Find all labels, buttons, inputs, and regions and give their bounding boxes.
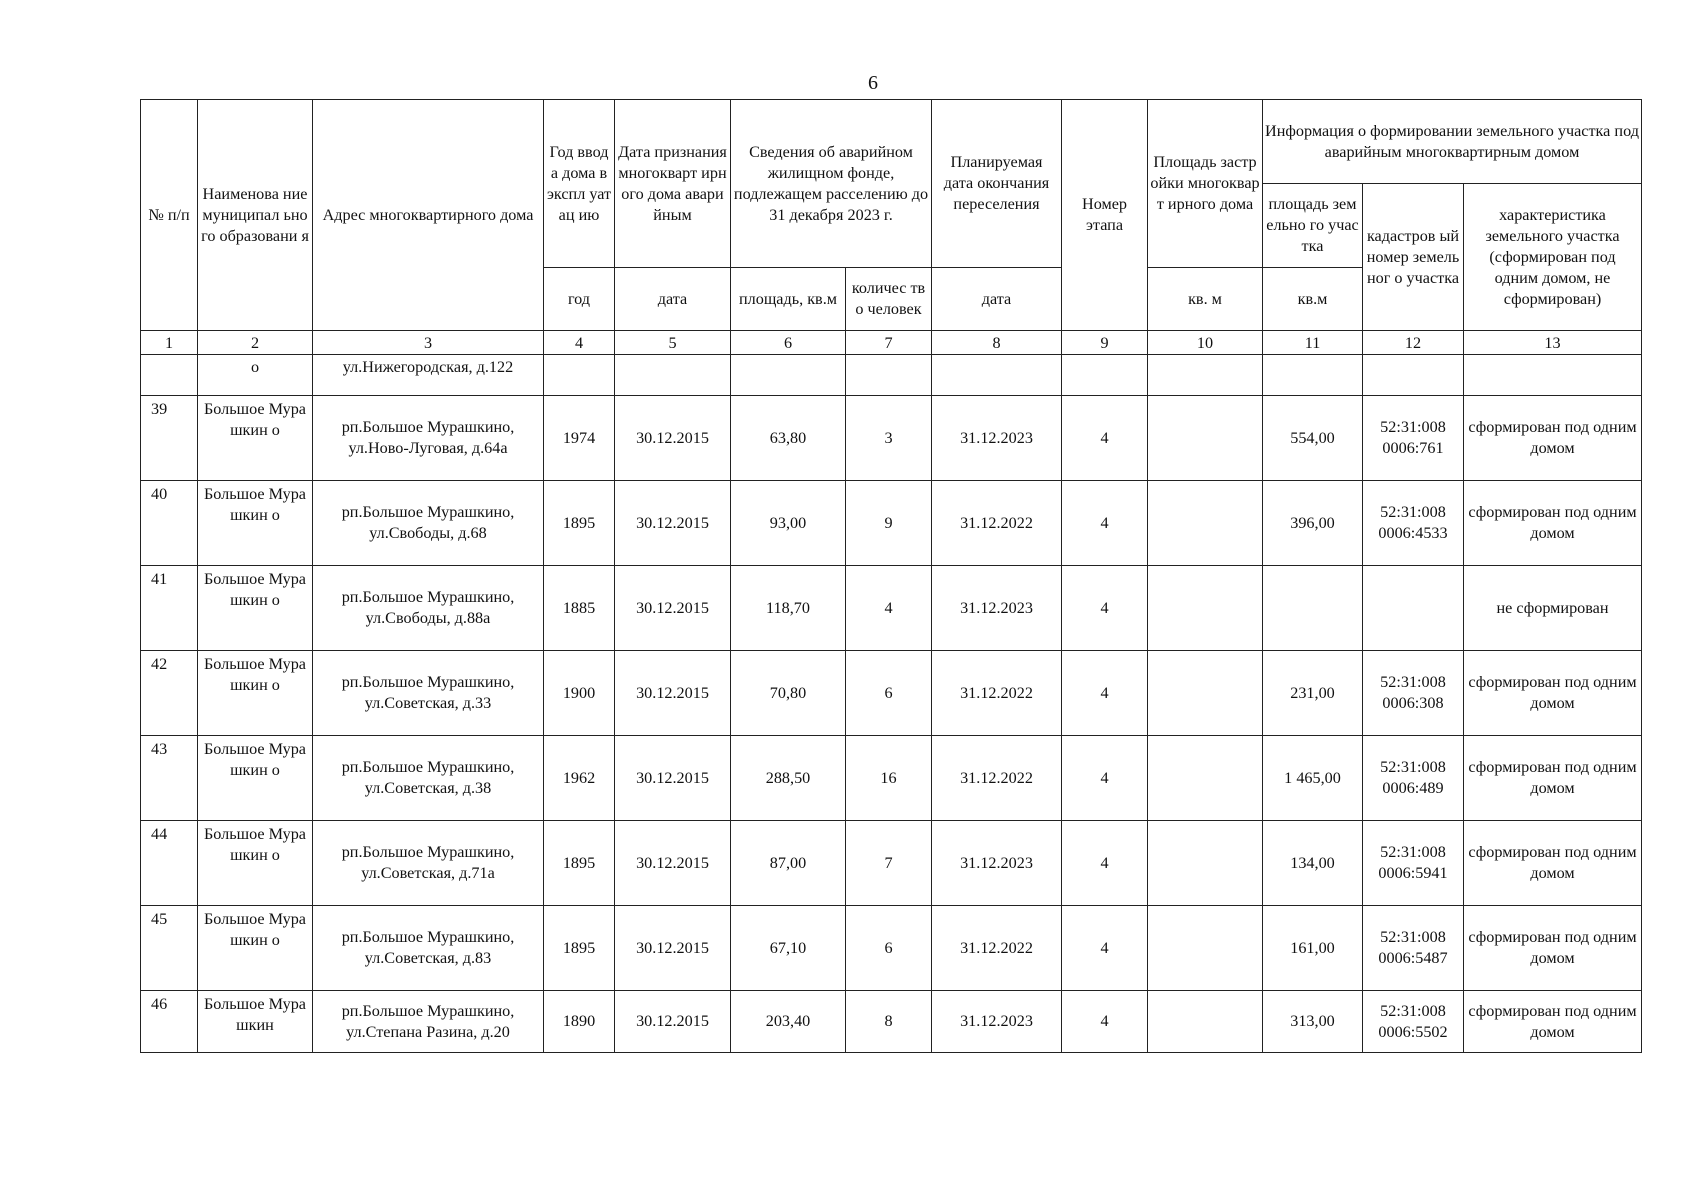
column-number: 1	[141, 331, 198, 355]
cell-municipality: Большое Мурашкин о	[198, 566, 313, 651]
cell-land-area: 134,00	[1263, 821, 1363, 906]
header-unit-area: площадь, кв.м	[731, 268, 846, 331]
cell-municipality: Большое Мурашкин о	[198, 906, 313, 991]
column-number: 11	[1263, 331, 1363, 355]
header-unit-date2: дата	[932, 268, 1062, 331]
cell-year: 1900	[544, 651, 615, 736]
cell-building-area	[1148, 566, 1263, 651]
cell-planned	[932, 355, 1062, 396]
cell-land-area: 161,00	[1263, 906, 1363, 991]
table-row	[141, 906, 1642, 991]
cell-planned: 31.12.2023	[932, 566, 1062, 651]
table-row	[141, 821, 1642, 906]
cell-num	[141, 355, 198, 396]
cell-year: 1885	[544, 566, 615, 651]
cell-people	[846, 355, 932, 396]
header-address: Адрес многоквартирного дома	[313, 100, 544, 331]
cell-area: 87,00	[731, 821, 846, 906]
cell-building-area	[1148, 481, 1263, 566]
cell-num: 43	[141, 736, 198, 821]
cell-land-char: сформирован под одним домом	[1464, 736, 1642, 821]
cell-date: 30.12.2015	[615, 396, 731, 481]
cell-people: 3	[846, 396, 932, 481]
cell-area: 70,80	[731, 651, 846, 736]
cell-planned: 31.12.2022	[932, 651, 1062, 736]
cell-date	[615, 355, 731, 396]
cell-municipality: Большое Мурашкин о	[198, 821, 313, 906]
cell-people: 7	[846, 821, 932, 906]
cell-land-char	[1464, 355, 1642, 396]
column-number: 3	[313, 331, 544, 355]
cell-planned: 31.12.2022	[932, 736, 1062, 821]
cell-planned: 31.12.2023	[932, 396, 1062, 481]
header-unit-kvm2: кв.м	[1263, 268, 1363, 331]
cell-stage: 4	[1062, 651, 1148, 736]
table-row	[141, 481, 1642, 566]
cell-land-char: сформирован под одним домом	[1464, 906, 1642, 991]
header-unit-date: дата	[615, 268, 731, 331]
column-number: 9	[1062, 331, 1148, 355]
cell-municipality: Большое Мурашкин о	[198, 396, 313, 481]
cell-num: 39	[141, 396, 198, 481]
cell-land-char: сформирован под одним домом	[1464, 651, 1642, 736]
cell-cadastral: 52:31:008 0006:489	[1363, 736, 1464, 821]
cell-cadastral	[1363, 566, 1464, 651]
cell-land-char: не сформирован	[1464, 566, 1642, 651]
cell-year: 1974	[544, 396, 615, 481]
cell-building-area	[1148, 991, 1263, 1053]
cell-land-char: сформирован под одним домом	[1464, 396, 1642, 481]
cell-land-area	[1263, 566, 1363, 651]
cell-stage: 4	[1062, 396, 1148, 481]
cell-area: 288,50	[731, 736, 846, 821]
cell-cadastral	[1363, 355, 1464, 396]
table-row	[141, 566, 1642, 651]
cell-municipality: Большое Мурашкин о	[198, 736, 313, 821]
cell-year	[544, 355, 615, 396]
header-land-area: площадь земельно го участка	[1263, 184, 1363, 268]
cell-people: 9	[846, 481, 932, 566]
cell-land-char: сформирован под одним домом	[1464, 821, 1642, 906]
cell-land-area: 313,00	[1263, 991, 1363, 1053]
column-number: 2	[198, 331, 313, 355]
cell-address: рп.Большое Мурашкино, ул.Ново-Луговая, д.64а	[313, 396, 544, 481]
cell-land-area: 231,00	[1263, 651, 1363, 736]
cell-address: рп.Большое Мурашкино, ул.Свободы, д.68	[313, 481, 544, 566]
header-stage: Номер этапа	[1062, 100, 1148, 331]
cell-land-char: сформирован под одним домом	[1464, 481, 1642, 566]
cell-date: 30.12.2015	[615, 991, 731, 1053]
cell-year: 1962	[544, 736, 615, 821]
cell-area: 63,80	[731, 396, 846, 481]
cell-cadastral: 52:31:008 0006:4533	[1363, 481, 1464, 566]
cell-num: 44	[141, 821, 198, 906]
cell-year: 1895	[544, 821, 615, 906]
cell-date: 30.12.2015	[615, 566, 731, 651]
cell-date: 30.12.2015	[615, 736, 731, 821]
cell-address: рп.Большое Мурашкино, ул.Степана Разина, д.20	[313, 991, 544, 1053]
header-building-area: Площадь застройки многокварт ирного дома	[1148, 100, 1263, 268]
cell-date: 30.12.2015	[615, 821, 731, 906]
cell-municipality: Большое Мурашкин о	[198, 481, 313, 566]
cell-cadastral: 52:31:008 0006:5487	[1363, 906, 1464, 991]
cell-land-area: 396,00	[1263, 481, 1363, 566]
cell-land-area: 1 465,00	[1263, 736, 1363, 821]
table-row	[141, 736, 1642, 821]
header-year: Год ввода дома в экспл уатац ию	[544, 100, 615, 268]
column-number: 10	[1148, 331, 1263, 355]
cell-cadastral: 52:31:008 0006:5941	[1363, 821, 1464, 906]
cell-num: 42	[141, 651, 198, 736]
cell-building-area	[1148, 651, 1263, 736]
cell-date: 30.12.2015	[615, 651, 731, 736]
cell-date: 30.12.2015	[615, 906, 731, 991]
cell-address: рп.Большое Мурашкино, ул.Советская, д.83	[313, 906, 544, 991]
cell-area: 93,00	[731, 481, 846, 566]
table-row	[141, 991, 1642, 1053]
cell-num: 45	[141, 906, 198, 991]
cell-planned: 31.12.2022	[932, 481, 1062, 566]
header-cadastral: кадастров ый номер земельног о участка	[1363, 184, 1464, 331]
cell-area	[731, 355, 846, 396]
emergency-housing-table	[140, 99, 1642, 1053]
cell-num: 40	[141, 481, 198, 566]
cell-cadastral: 52:31:008 0006:5502	[1363, 991, 1464, 1053]
cell-building-area	[1148, 355, 1263, 396]
cell-municipality: о	[198, 355, 313, 396]
cell-stage: 4	[1062, 481, 1148, 566]
cell-people: 6	[846, 651, 932, 736]
page-number: 6	[868, 72, 878, 94]
cell-area: 118,70	[731, 566, 846, 651]
cell-stage: 4	[1062, 566, 1148, 651]
cell-planned: 31.12.2023	[932, 991, 1062, 1053]
column-number: 4	[544, 331, 615, 355]
header-planned-date: Планируемая дата окончания переселения	[932, 100, 1062, 268]
column-number: 5	[615, 331, 731, 355]
cell-num: 41	[141, 566, 198, 651]
column-number: 6	[731, 331, 846, 355]
header-unit-people: количес тво человек	[846, 268, 932, 331]
cell-stage: 4	[1062, 736, 1148, 821]
cell-stage	[1062, 355, 1148, 396]
cell-num: 46	[141, 991, 198, 1053]
cell-land-char: сформирован под одним домом	[1464, 991, 1642, 1053]
cell-area: 67,10	[731, 906, 846, 991]
column-number: 12	[1363, 331, 1464, 355]
table-row	[141, 651, 1642, 736]
cell-area: 203,40	[731, 991, 846, 1053]
header-unit-year: год	[544, 268, 615, 331]
cell-building-area	[1148, 736, 1263, 821]
cell-stage: 4	[1062, 821, 1148, 906]
cell-address: ул.Нижегородская, д.122	[313, 355, 544, 396]
cell-year: 1890	[544, 991, 615, 1053]
cell-stage: 4	[1062, 991, 1148, 1053]
cell-people: 16	[846, 736, 932, 821]
column-number: 7	[846, 331, 932, 355]
cell-cadastral: 52:31:008 0006:308	[1363, 651, 1464, 736]
header-num: № п/п	[141, 100, 198, 331]
header-municipality: Наименова ние муниципал ьного образовани я	[198, 100, 313, 331]
header-date-recognized: Дата признания многокварт ирного дома аварийным	[615, 100, 731, 268]
header-land-char: характеристика земельного участка (сформирован под одним домом, не сформирован)	[1464, 184, 1642, 331]
cell-land-area	[1263, 355, 1363, 396]
cell-building-area	[1148, 821, 1263, 906]
cell-stage: 4	[1062, 906, 1148, 991]
cell-people: 6	[846, 906, 932, 991]
cell-people: 8	[846, 991, 932, 1053]
cell-cadastral: 52:31:008 0006:761	[1363, 396, 1464, 481]
table-row	[141, 396, 1642, 481]
cell-planned: 31.12.2023	[932, 821, 1062, 906]
cell-address: рп.Большое Мурашкино, ул.Свободы, д.88а	[313, 566, 544, 651]
cell-address: рп.Большое Мурашкино, ул.Советская, д.71а	[313, 821, 544, 906]
cell-address: рп.Большое Мурашкино, ул.Советская, д.38	[313, 736, 544, 821]
column-number: 8	[932, 331, 1062, 355]
cell-building-area	[1148, 906, 1263, 991]
cell-municipality: Большое Мурашкин	[198, 991, 313, 1053]
cell-planned: 31.12.2022	[932, 906, 1062, 991]
cell-year: 1895	[544, 481, 615, 566]
cell-address: рп.Большое Мурашкино, ул.Советская, д.33	[313, 651, 544, 736]
cell-land-area: 554,00	[1263, 396, 1363, 481]
header-unit-kvm: кв. м	[1148, 268, 1263, 331]
table-row-continuation	[141, 355, 1642, 396]
cell-people: 4	[846, 566, 932, 651]
cell-year: 1895	[544, 906, 615, 991]
column-number: 13	[1464, 331, 1642, 355]
cell-building-area	[1148, 396, 1263, 481]
header-land-info: Информация о формировании земельного участка под аварийным многоквартирным домом	[1263, 100, 1642, 184]
cell-municipality: Большое Мурашкин о	[198, 651, 313, 736]
cell-date: 30.12.2015	[615, 481, 731, 566]
header-fund-info: Сведения об аварийном жилищном фонде, подлежащем расселению до 31 декабря 2023 г.	[731, 100, 932, 268]
